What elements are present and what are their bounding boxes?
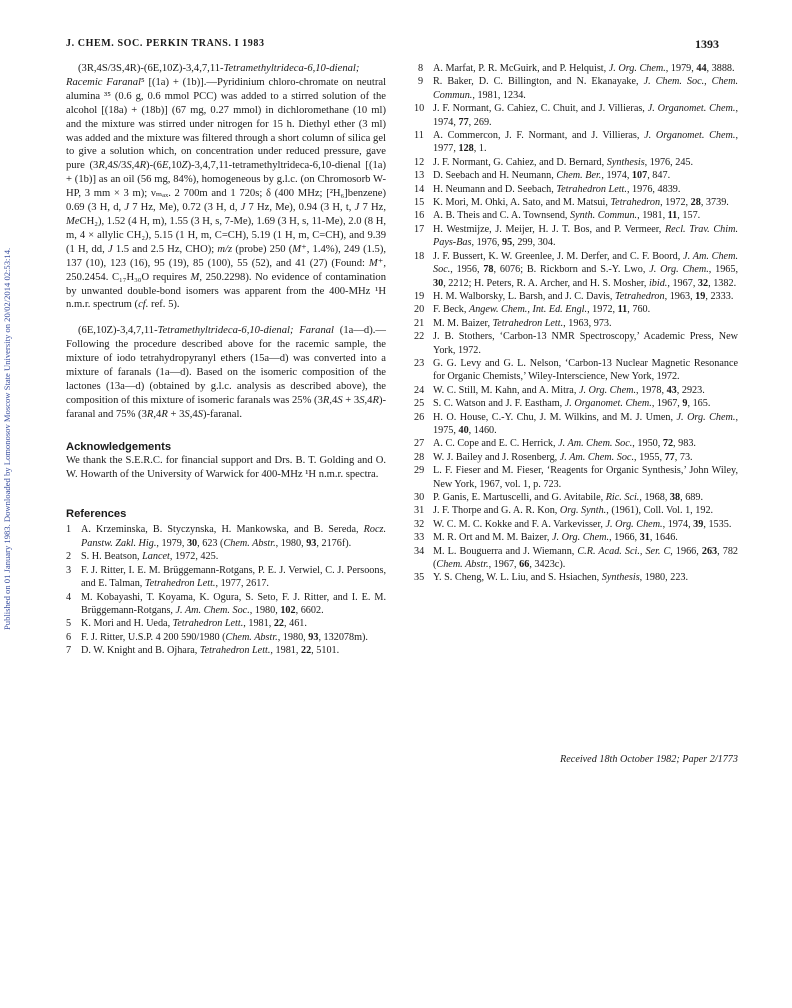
- reference-item: 29 L. F. Fieser and M. Fieser, ‘Reagents for Organic Synthesis,’ John Wiley, New York, 1967, vol. 1, p. 723.: [414, 465, 738, 490]
- reference-number: 20: [414, 304, 425, 316]
- reference-item: 35 Y. S. Cheng, W. L. Liu, and S. Hsiachen, Synthesis, 1980, 223.: [414, 572, 689, 584]
- reference-item: 22 J. B. Stothers, ‘Carbon-13 NMR Spectroscopy,’ Academic Press, New York, 1972.: [414, 331, 738, 356]
- reference-number: 8: [418, 63, 424, 74]
- reference-number: 17: [414, 223, 425, 235]
- reference-item: 19 H. M. Walborsky, L. Barsh, and J. C. Davis, Tetrahedron, 1963, 19, 2333.: [414, 290, 734, 302]
- reference-number: 28: [414, 451, 425, 463]
- page-number: 1393: [695, 37, 719, 51]
- reference-item: 10 J. F. Normant, G. Cahiez, C. Chuit, and J. Villieras, J. Organomet. Chem., 1974, 77, 269.: [414, 103, 738, 128]
- reference-item: 20 F. Beck, Angew. Chem., Int. Ed. Engl., 1972, 11, 760.: [414, 304, 651, 316]
- reference-item: 13 D. Seebach and H. Neumann, Chem. Ber., 1974, 107, 847.: [414, 170, 671, 182]
- reference-number: 15: [414, 197, 425, 209]
- experimental-paragraph: (6E,10Z)-3,4,7,11-Tetramethyltrideca-6,10-dienal; Faranal (1a—d).—Following the procedure described above for the racemic sample, the mixture of iodo tetrahydropyranyl ethers (15a—d) was converted into a mixture of faranals (1a—d). Based on the isomeric composition of the lactones (13a—d) (obtained by g.l.c. analysis as described above), the composition of this mixture of isomeric faranals was 25% (3R,4S + 3S,4R)-faranal and 75% (3R,4R + 3S,4S)-faranal.: [66, 325, 386, 420]
- reference-number: 5: [66, 618, 72, 630]
- reference-item: 11 A. Commercon, J. F. Normant, and J. Villieras, J. Organomet. Chem., 1977, 128, 1.: [414, 130, 738, 155]
- reference-number: 2: [66, 551, 72, 563]
- reference-number: 21: [414, 317, 425, 329]
- reference-item: 3 F. J. Ritter, I. E. M. Brüggemann-Rotgans, P. E. J. Verwiel, C. J. Persoons, and E. Talman, Tetrahedron Lett., 1977, 2617.: [66, 564, 386, 590]
- reference-item: 14 H. Neumann and D. Seebach, Tetrahedron Lett., 1976, 4839.: [414, 183, 681, 195]
- reference-number: 31: [414, 505, 425, 517]
- reference-number: 9: [418, 76, 424, 88]
- reference-list-right: [414, 62, 739, 585]
- reference-number: 7: [66, 645, 72, 657]
- reference-number: 32: [414, 518, 425, 530]
- reference-number: 34: [414, 545, 425, 557]
- reference-item: 30 P. Ganis, E. Martuscelli, and G. Avitabile, Ric. Sci., 1968, 38, 689.: [414, 492, 704, 503]
- right-column: [414, 62, 739, 585]
- references-heading: References: [66, 508, 127, 521]
- reference-number: 24: [414, 384, 425, 396]
- reference-number: 14: [414, 183, 425, 195]
- reference-number: 16: [414, 210, 425, 222]
- received-note: Received 18th October 1982; Paper 2/1773: [560, 754, 738, 765]
- reference-number: 18: [414, 250, 425, 262]
- reference-item: 8 A. Marfat, P. R. McGuirk, and P. Helquist, J. Org. Chem., 1979, 44, 3888.: [418, 63, 735, 74]
- reference-item: 18 J. F. Bussert, K. W. Greenlee, J. M. Derfer, and C. F. Boord, J. Am. Chem. Soc., 1956, 78, 6076; B. Rickborn and S.-Y. Lwo, J. Org. Chem., 1965, 30, 2212; H. Peters, R. A. Archer, and H. S. Mosher, ibid., 1967, 32, 1382.: [414, 250, 739, 289]
- reference-item: 4 M. Kobayashi, T. Koyama, K. Ogura, S. Seto, F. J. Ritter, and I. E. M. Brüggemann-Rotgans, J. Am. Chem. Soc., 1980, 102, 6602.: [66, 591, 386, 616]
- running-head: J. CHEM. SOC. PERKIN TRANS. I 1983: [66, 38, 265, 49]
- reference-item: 6 F. J. Ritter, U.S.P. 4 200 590/1980 (Chem. Abstr., 1980, 93, 132078m).: [66, 631, 368, 643]
- experimental-paragraph: (3R,4S/3S,4R)-(6E,10Z)-3,4,7,11-Tetramethyltrideca-6,10-dienal; Racemic Faranal⁵ [(1a) + (1b)].—Pyridinium chloro-chromate on neutral alumina ³⁵ (0.6 g, 0.6 mmol PCC) was added to a stirred solution of the alcohol [(18a) + (18b)] (67 mg, 0.27 mmol) in dichloromethane (10 ml) and the mixture was stirred under nitrogen for 15 h. Diethyl ether (3 ml) was added and the mixture was filtered through a short column of silica gel to give a solution which, on concentration under reduced pressure, gave pure (3R,4S/3S,4R)-(6E,10Z)-3,4,7,11-tetramethyltrideca-6,10-dienal [(1a) + (1b)] as an oil (56 mg, 84%), homogeneous by g.l.c. (on Chromosorb W-HP, 3 mm × 3 m); νₘₐₓ. 2 700m and 1 720s; δ (400 MHz; [²H₆]benzene) 0.69 (3 H, d, J 7 Hz, Me), 0.72 (3 H, d, J 7 Hz, Me), 0.94 (3 H, t, J 7 Hz, MeCH₂), 1.52 (4 H, m), 1.55 (3 H, s, 7-Me), 1.69 (3 H, s, 11-Me), 2.0 (8 H, m, 4 × allylic CH₂), 5.15 (1 H, m, C=CH), 5.19 (1 H, m, C=CH), and 9.39 (1 H, dd, J 1.5 and 2.5 Hz, CHO); m/z (probe) 250 (M⁺, 1.4%), 249 (1.5), 137 (10), 123 (16), 95 (19), 85 (100), 55 (52), and 41 (27) (Found: M⁺, 250.2454. C₁₇H₃₀O requires M, 250.2298). No evidence of contamination by unwanted double-bond isomers was apparent from the 400-MHz ¹H n.m.r. spectrum (cf. ref. 5).: [66, 63, 387, 311]
- acknowledgements-heading: Acknowledgements: [66, 440, 172, 453]
- reference-item: 31 J. F. Thorpe and G. A. R. Kon, Org. Synth., (1961), Coll. Vol. 1, 192.: [414, 505, 714, 517]
- experimental-section: [66, 62, 386, 422]
- reference-number: 25: [414, 398, 425, 410]
- reference-item: 12 J. F. Normant, G. Cahiez, and D. Bernard, Synthesis, 1976, 245.: [414, 156, 694, 168]
- reference-number: 11: [414, 130, 424, 142]
- reference-item: 21 M. M. Baizer, Tetrahedron Lett., 1963, 973.: [414, 317, 612, 329]
- reference-number: 33: [414, 532, 425, 544]
- reference-item: 16 A. B. Theis and C. A. Townsend, Synth. Commun., 1981, 11, 157.: [414, 210, 701, 222]
- reference-number: 26: [414, 411, 425, 423]
- reference-item: 15 K. Mori, M. Ohki, A. Sato, and M. Matsui, Tetrahedron, 1972, 28, 3739.: [414, 197, 729, 209]
- reference-number: 3: [66, 564, 72, 576]
- reference-number: 29: [414, 465, 425, 477]
- reference-item: 33 M. R. Ort and M. M. Baizer, J. Org. Chem., 1966, 31, 1646.: [414, 532, 678, 544]
- reference-item: 27 A. C. Cope and E. C. Herrick, J. Am. Chem. Soc., 1950, 72, 983.: [414, 438, 696, 450]
- reference-item: 26 H. O. House, C.-Y. Chu, J. M. Wilkins, and M. J. Umen, J. Org. Chem., 1975, 40, 1460.: [414, 411, 738, 436]
- acknowledgements-text: We thank the S.E.R.C. for financial support and Drs. B. T. Golding and O. W. Howarth of the University of Warwick for 400-MHz ¹H n.m.r. spectra.: [66, 454, 386, 480]
- reference-item: 24 W. C. Still, M. Kahn, and A. Mitra, J. Org. Chem., 1978, 43, 2923.: [414, 384, 705, 396]
- reference-number: 12: [414, 156, 425, 168]
- reference-number: 23: [414, 357, 425, 369]
- reference-item: 17 H. Westmijze, J. Meijer, H. J. T. Bos, and P. Vermeer, Recl. Trav. Chim. Pays-Bas, 1976, 95, 299, 304.: [414, 223, 738, 249]
- reference-number: 4: [66, 591, 72, 603]
- download-watermark: Published on 01 January 1983. Downloaded by Lomonosov Moscow State University on 20/02/2014 02:53:14.: [2, 247, 12, 630]
- reference-number: 10: [414, 103, 425, 115]
- reference-item: 1 A. Krzeminska, B. Styczynska, H. Mankowska, and B. Sereda, Rocz. Panstw. Zakl. Hig., 1979, 30, 623 (Chem. Abstr., 1980, 93, 2176f).: [66, 524, 386, 549]
- reference-item: 34 M. L. Bouguerra and J. Wiemann, C.R. Acad. Sci., Ser. C, 1966, 263, 782 (Chem. Abstr., 1967, 66, 3423c).: [414, 545, 739, 571]
- reference-number: 22: [414, 331, 425, 343]
- reference-item: 5 K. Mori and H. Ueda, Tetrahedron Lett., 1981, 22, 461.: [66, 618, 307, 630]
- reference-number: 27: [414, 438, 425, 450]
- reference-item: 23 G. G. Levy and G. L. Nelson, ‘Carbon-13 Nuclear Magnetic Resonance for Organic Chemists,’ Wiley-Interscience, New York, 1972.: [414, 357, 738, 383]
- reference-item: 9 R. Baker, D. C. Billington, and N. Ekanayake, J. Chem. Soc., Chem. Commun., 1981, 1234.: [418, 76, 738, 101]
- reference-item: 28 W. J. Bailey and J. Rosenberg, J. Am. Chem. Soc., 1955, 77, 73.: [414, 451, 693, 463]
- reference-number: 35: [414, 572, 425, 584]
- reference-item: 7 D. W. Knight and B. Ojhara, Tetrahedron Lett., 1981, 22, 5101.: [66, 645, 340, 657]
- reference-number: 13: [414, 170, 425, 182]
- reference-item: 25 S. C. Watson and J. F. Eastham, J. Organomet. Chem., 1967, 9, 165.: [414, 398, 711, 410]
- reference-number: 19: [414, 290, 425, 302]
- reference-number: 6: [66, 631, 72, 643]
- reference-item: 2 S. H. Beatson, Lancet, 1972, 425.: [66, 551, 219, 563]
- reference-list-left: [66, 523, 386, 657]
- left-column: [66, 62, 386, 658]
- reference-number: 1: [66, 524, 72, 536]
- reference-item: 32 W. C. M. C. Kokke and F. A. Varkevisser, J. Org. Chem., 1974, 39, 1535.: [414, 518, 732, 530]
- reference-number: 30: [414, 492, 425, 503]
